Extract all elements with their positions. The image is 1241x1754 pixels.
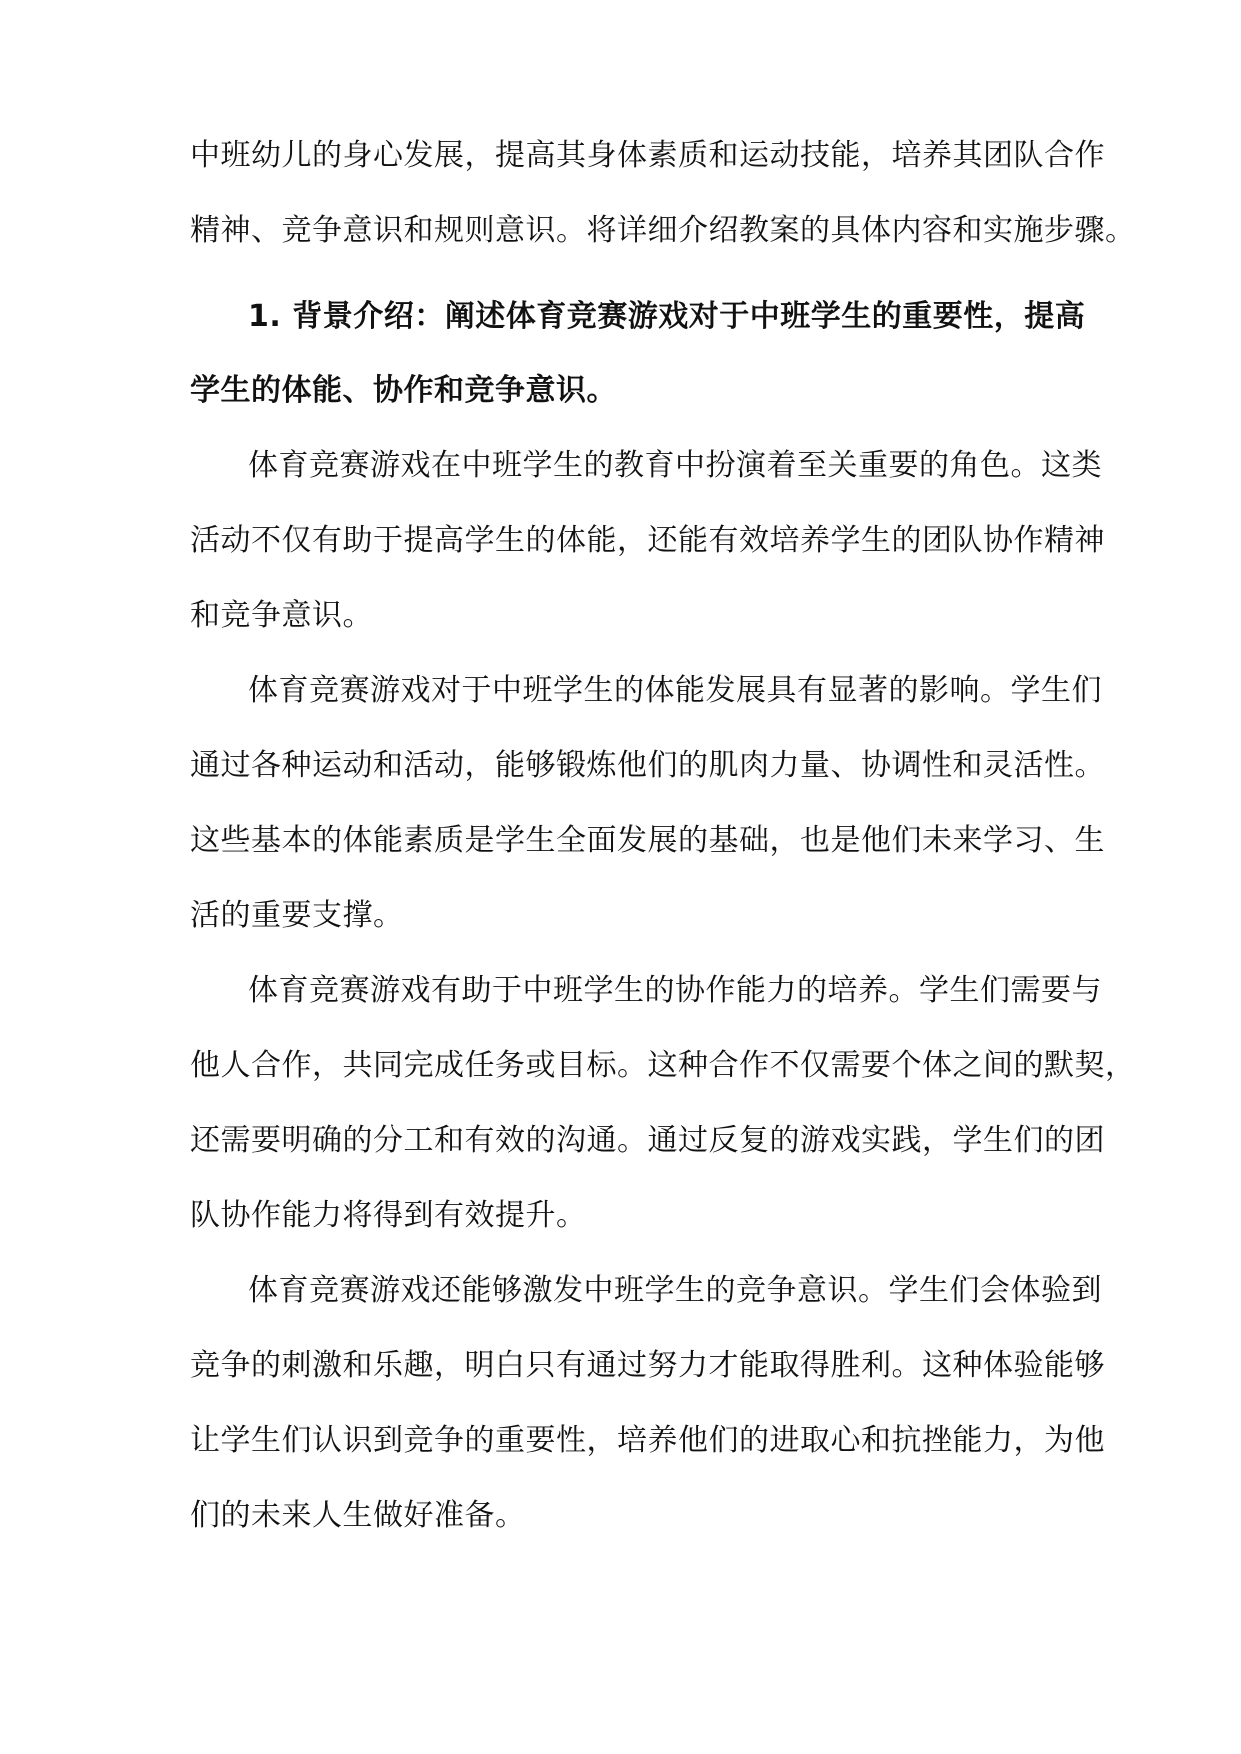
heading-line: 学生的体能、协作和竞争意识。 xyxy=(190,373,617,408)
text-line: 竞争的刺激和乐趣，明白只有通过努力才能取得胜利。这种体验能够 xyxy=(190,1348,1105,1383)
text-line: 活的重要支撑。 xyxy=(190,898,404,933)
text-line: 们的未来人生做好准备。 xyxy=(190,1498,526,1533)
text-line: 体育竞赛游戏有助于中班学生的协作能力的培养。学生们需要与 xyxy=(248,973,1102,1008)
text-line: 让学生们认识到竞争的重要性，培养他们的进取心和抗挫能力，为他 xyxy=(190,1423,1105,1458)
text-line: 队协作能力将得到有效提升。 xyxy=(190,1198,587,1233)
heading-line: 1. 背景介绍：阐述体育竞赛游戏对于中班学生的重要性，提高 xyxy=(248,299,1086,334)
text-line: 活动不仅有助于提高学生的体能，还能有效培养学生的团队协作精神 xyxy=(190,523,1105,558)
text-line: 体育竞赛游戏还能够激发中班学生的竞争意识。学生们会体验到 xyxy=(248,1273,1102,1308)
text-line: 这些基本的体能素质是学生全面发展的基础，也是他们未来学习、生 xyxy=(190,823,1105,858)
text-line: 中班幼儿的身心发展，提高其身体素质和运动技能，培养其团队合作 xyxy=(190,138,1105,173)
text-line: 和竞争意识。 xyxy=(190,598,373,633)
text-line: 他人合作，共同完成任务或目标。这种合作不仅需要个体之间的默契， xyxy=(190,1048,1136,1083)
text-line: 体育竞赛游戏在中班学生的教育中扮演着至关重要的角色。这类 xyxy=(248,448,1102,483)
text-line: 通过各种运动和活动，能够锻炼他们的肌肉力量、协调性和灵活性。 xyxy=(190,748,1105,783)
text-line: 体育竞赛游戏对于中班学生的体能发展具有显著的影响。学生们 xyxy=(248,673,1102,708)
text-line: 精神、竞争意识和规则意识。将详细介绍教案的具体内容和实施步骤。 xyxy=(190,213,1136,248)
text-line: 还需要明确的分工和有效的沟通。通过反复的游戏实践，学生们的团 xyxy=(190,1123,1105,1158)
